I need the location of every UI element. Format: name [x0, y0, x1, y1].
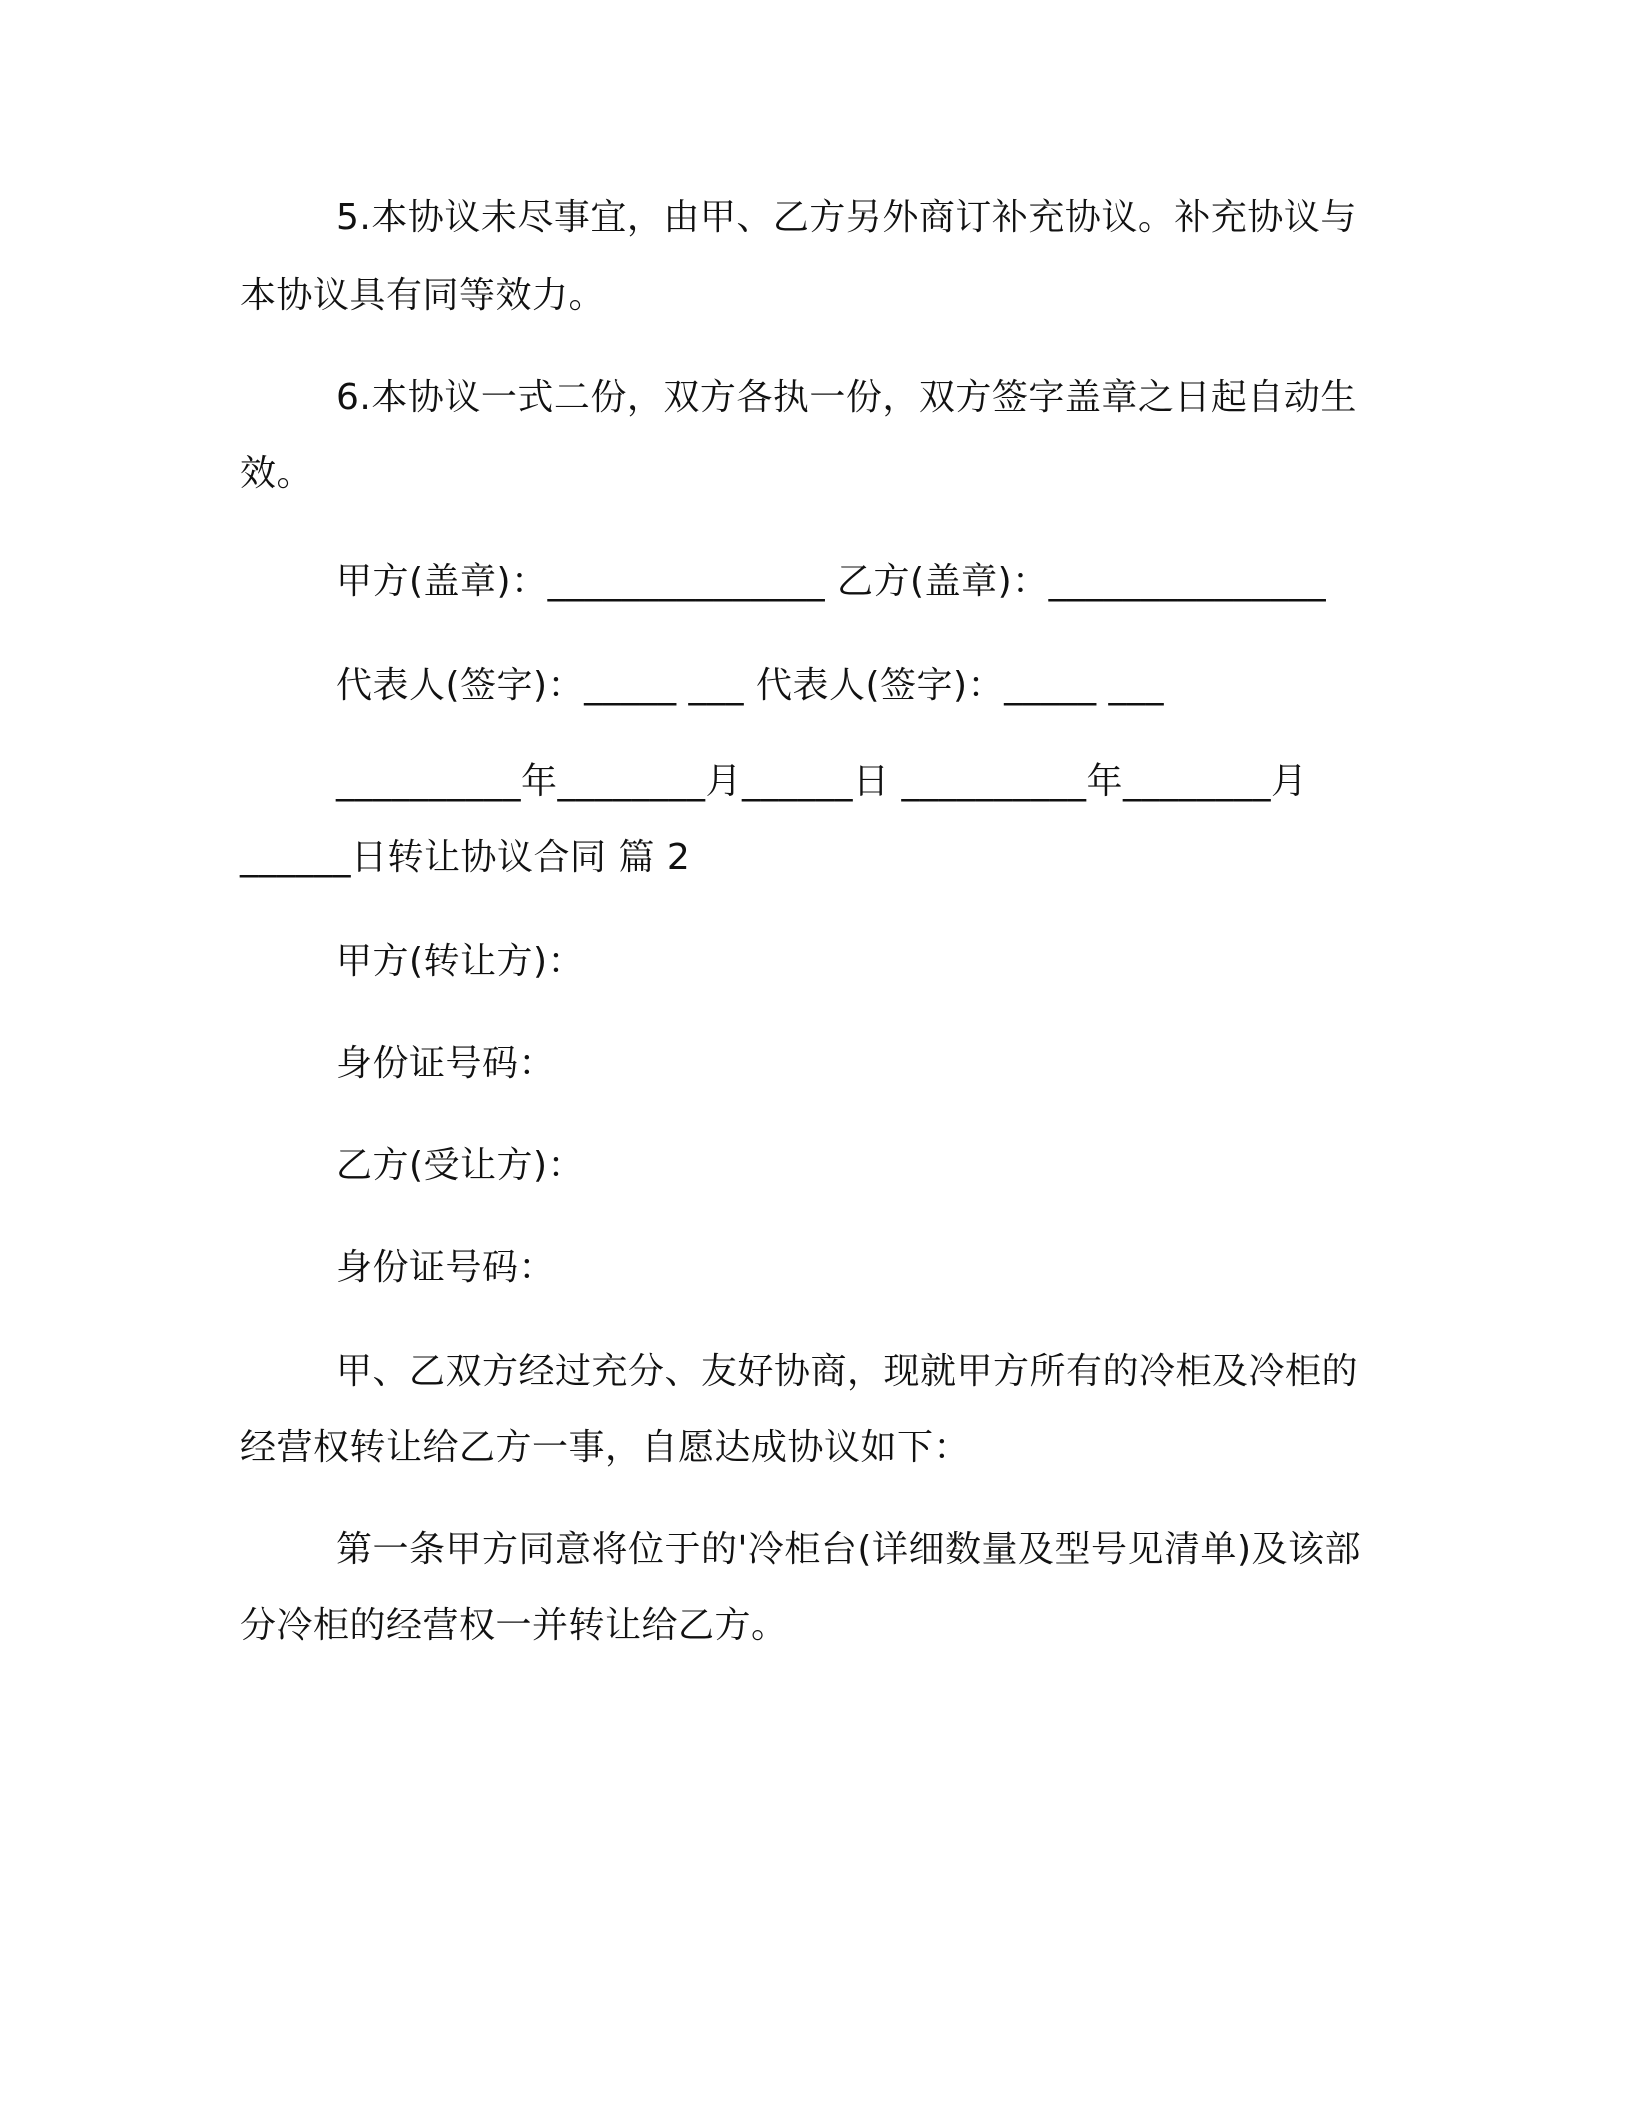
party-a-transferor: 甲方(转让方)： — [336, 941, 585, 982]
clause-6-line-2: 效。 — [240, 453, 314, 494]
date-line-1: __________年________月______日 __________年________月 — [336, 761, 1308, 802]
party-b-id-number: 身份证号码： — [336, 1247, 556, 1288]
seal-line: 甲方(盖章)：_______________ 乙方(盖章)：_______________ — [336, 561, 1327, 602]
clause-6-line-1: 6.本协议一式二份，双方各执一份，双方签字盖章之日起自动生 — [336, 377, 1357, 418]
clause-5-line-2: 本协议具有同等效力。 — [240, 275, 606, 316]
article-1-line-1: 第一条甲方同意将位于的'冷柜台(详细数量及型号见清单)及该部 — [336, 1529, 1361, 1570]
representative-signature-line: 代表人(签字)：_____ ___ 代表人(签字)：_____ ___ — [336, 665, 1165, 706]
party-b-transferee: 乙方(受让方)： — [336, 1145, 585, 1186]
party-a-id-number: 身份证号码： — [336, 1043, 556, 1084]
agreement-intro-line-2: 经营权转让给乙方一事，自愿达成协议如下： — [240, 1427, 971, 1468]
date-line-2-section-heading: ______日转让协议合同 篇 2 — [240, 837, 691, 878]
clause-5-line-1: 5.本协议未尽事宜，由甲、乙方另外商订补充协议。补充协议与 — [336, 197, 1357, 238]
article-1-line-2: 分冷柜的经营权一并转让给乙方。 — [240, 1605, 788, 1646]
agreement-intro-line-1: 甲、乙双方经过充分、友好协商，现就甲方所有的冷柜及冷柜的 — [336, 1351, 1359, 1392]
